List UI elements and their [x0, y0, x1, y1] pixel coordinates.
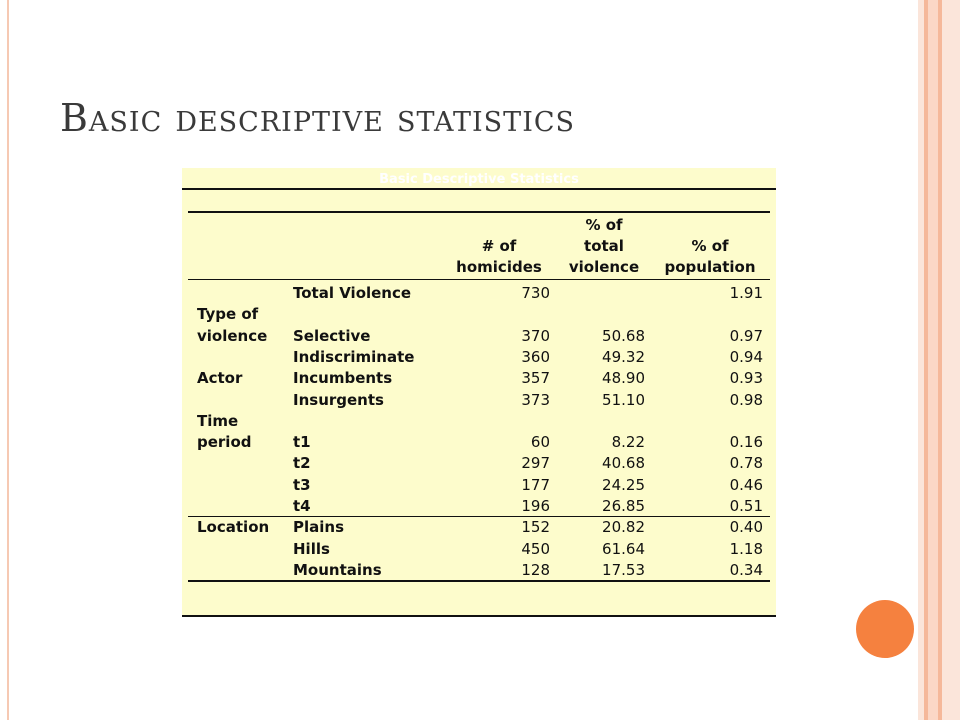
homicides-value: 360	[521, 347, 550, 366]
table-row	[182, 368, 776, 389]
pct-violence-value: 24.25	[602, 475, 645, 494]
header-pct-population	[654, 236, 766, 278]
row-label: Plains	[293, 518, 345, 537]
pct-violence-value: 20.82	[602, 518, 645, 537]
table-row	[182, 517, 776, 538]
table-row	[182, 475, 776, 496]
pct-population-value: 0.40	[729, 518, 763, 537]
row-group-label: violence	[197, 326, 268, 345]
pct-violence-value: 51.10	[602, 390, 645, 409]
row-group-label: Type of	[197, 305, 259, 324]
pct-population-value: 0.34	[729, 560, 763, 579]
pct-population-value: 0.78	[729, 454, 763, 473]
header-line: total	[584, 237, 624, 255]
header-line: % of	[691, 237, 729, 255]
pct-population-value: 0.98	[729, 390, 763, 409]
table-row	[182, 496, 776, 517]
homicides-value: 297	[521, 454, 550, 473]
header-homicides	[444, 236, 554, 278]
pct-violence-value: 40.68	[602, 454, 645, 473]
homicides-value: 370	[521, 326, 550, 345]
location-top-rule	[188, 516, 770, 517]
row-label: t1	[293, 433, 311, 452]
homicides-value: 357	[521, 369, 550, 388]
homicides-value: 373	[521, 390, 550, 409]
header-pct-violence	[554, 215, 654, 278]
band	[928, 0, 938, 720]
row-group-label: period	[197, 433, 252, 452]
homicides-value: 177	[521, 475, 550, 494]
header-line: % of	[585, 216, 623, 234]
pct-population-value: 1.91	[729, 284, 763, 302]
pct-population-value: 0.16	[729, 433, 763, 452]
table-row	[182, 411, 776, 432]
header-line: homicides	[456, 258, 542, 276]
pct-violence-value: 49.32	[602, 347, 645, 366]
pct-population-value: 0.93	[729, 369, 763, 388]
pct-population-value: 0.46	[729, 475, 763, 494]
table-row	[182, 453, 776, 474]
homicides-value: 730	[521, 284, 550, 302]
homicides-value: 128	[521, 560, 550, 579]
left-accent-line	[7, 0, 9, 720]
row-group-label: Actor	[197, 369, 243, 388]
row-label: Hills	[293, 539, 330, 558]
table-row	[182, 539, 776, 560]
slide-title: Basic descriptive statistics	[60, 96, 576, 140]
table-row	[182, 326, 776, 347]
pct-violence-value: 61.64	[602, 539, 645, 558]
pct-population-value: 1.18	[729, 539, 763, 558]
header-line: violence	[568, 258, 640, 276]
table-caption: Basic Descriptive Statistics	[379, 172, 579, 187]
pct-population-value: 0.94	[729, 347, 763, 366]
band	[942, 0, 960, 720]
pct-population-value: 0.51	[729, 497, 763, 515]
pct-violence-value: 26.85	[602, 497, 645, 515]
homicides-value: 152	[521, 518, 550, 537]
table-row	[182, 283, 776, 304]
row-label: Selective	[293, 326, 371, 345]
row-label: t3	[293, 475, 311, 494]
row-label: Total Violence	[293, 284, 412, 302]
orange-circle-decoration	[856, 600, 914, 658]
table-row	[182, 390, 776, 411]
top-rule	[182, 188, 776, 190]
bottom-rule	[188, 580, 770, 582]
table-row	[182, 304, 776, 325]
table-row	[182, 347, 776, 368]
header-top-rule	[188, 211, 770, 213]
row-label: t2	[293, 454, 311, 473]
row-label: Insurgents	[293, 390, 384, 409]
statistics-table	[182, 168, 776, 616]
row-label: Indiscriminate	[293, 347, 415, 366]
row-label: Incumbents	[293, 369, 393, 388]
header-line: # of	[481, 237, 517, 255]
row-label: Mountains	[293, 560, 382, 579]
row-group-label: Location	[197, 518, 270, 537]
homicides-value: 450	[521, 539, 550, 558]
pct-violence-value: 48.90	[602, 369, 645, 388]
pct-violence-value: 8.22	[611, 433, 645, 452]
header-bottom-rule	[188, 279, 770, 280]
row-label: t4	[293, 497, 311, 515]
homicides-value: 60	[530, 433, 550, 452]
pct-violence-value: 17.53	[602, 560, 645, 579]
pct-population-value: 0.97	[729, 326, 763, 345]
right-decorative-bands	[918, 0, 960, 720]
pct-violence-value: 50.68	[602, 326, 645, 345]
header-line: population	[664, 258, 756, 276]
homicides-value: 196	[521, 497, 550, 515]
row-group-label: Time	[197, 411, 239, 430]
table-bottom-border	[182, 615, 776, 617]
table-row	[182, 560, 776, 581]
table-row	[182, 432, 776, 453]
